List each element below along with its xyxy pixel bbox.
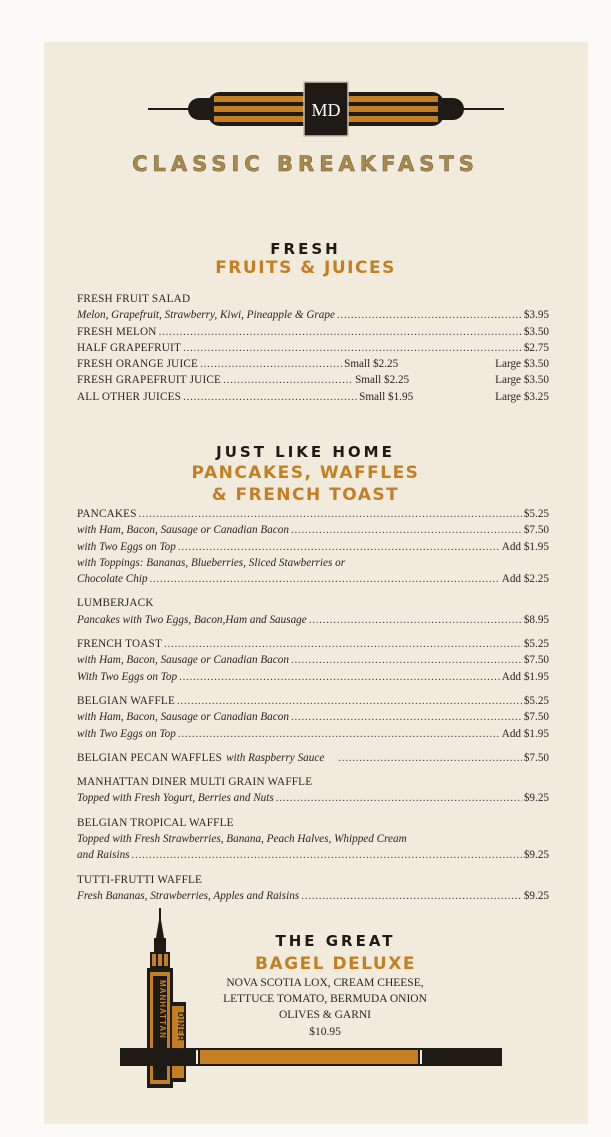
list-item: Fresh Bananas, Strawberries, Apples and Raisins . . . $9.25	[77, 888, 549, 904]
list-item: FRESH FRUIT SALAD	[77, 293, 191, 305]
list-item: LUMBERJACK	[77, 597, 154, 610]
list-item: Chocolate Chip . . . Add $2.25	[77, 571, 549, 587]
list-item: TUTTI-FRUTTI WAFFLE	[77, 873, 203, 886]
pancakes-title-line1: PANCAKES, WAFFLES	[191, 463, 420, 483]
pancakes-title-line2: & FRENCH TOAST	[211, 485, 400, 505]
list-item: Topped with Fresh Yogurt, Berries and Nuts . . . $9.25	[77, 790, 549, 806]
deco-bar	[120, 1046, 502, 1068]
page-title: CLASSIC BREAKFASTS	[132, 152, 479, 176]
list-item: with Two Eggs on Top . . . Add $1.95	[77, 539, 549, 555]
fruits-list	[77, 291, 549, 405]
list-item: BELGIAN TROPICAL WAFFLE	[77, 816, 234, 829]
list-item: FRESH GRAPEFRUIT JUICE . . . Small $2.25 Large $3.50	[77, 372, 549, 388]
list-item: FRESH ORANGE JUICE . . . Small $2.25 Large $3.50	[77, 356, 549, 372]
fruits-title: FRUITS & JUICES	[215, 258, 396, 278]
list-item: FRESH MELON . . . $3.50	[77, 324, 549, 340]
list-item: FRENCH TOAST . . . $5.25	[77, 636, 549, 652]
list-item: with Toppings: Bananas, Blueberries, Sliced Stawberries or	[77, 556, 346, 569]
list-item: MANHATTAN DINER MULTI GRAIN WAFFLE	[77, 776, 313, 789]
list-item: BELGIAN WAFFLE . . . $5.25	[77, 693, 549, 709]
list-item: Pancakes with Two Eggs, Bacon,Ham and Sausage . . . $8.95	[77, 612, 549, 628]
pancakes-kicker: JUST LIKE HOME	[216, 443, 395, 461]
list-item: PANCAKES . . . $5.25	[77, 506, 549, 522]
list-item: with Ham, Bacon, Sausage or Canadian Bacon . . . $7.50	[77, 709, 549, 725]
list-item: Melon, Grapefruit, Strawberry, Kiwi, Pineapple & Grape . . . $3.95	[77, 307, 549, 323]
sign-text-diner: DINER	[176, 1012, 185, 1042]
list-item: HALF GRAPEFRUIT . . . $2.75	[77, 340, 549, 356]
md-logo	[148, 80, 504, 138]
list-item: BELGIAN PECAN WAFFLES with Raspberry Sauce . . . $7.50	[77, 750, 549, 766]
bagel-description: NOVA SCOTIA LOX, CREAM CHEESE, LETTUCE TOMATO, BERMUDA ONION OLIVES & GARNI $10.95	[160, 975, 490, 1040]
list-item: and Raisins . . . $9.25	[77, 847, 549, 863]
list-item: with Ham, Bacon, Sausage or Canadian Bacon . . . $7.50	[77, 652, 549, 668]
bagel-title: BAGEL DELUXE	[255, 954, 416, 974]
list-item: With Two Eggs on Top . . . Add $1.95	[77, 669, 549, 685]
bagel-kicker: THE GREAT	[275, 932, 396, 950]
fruits-kicker: FRESH	[270, 240, 341, 258]
sign-text-manhattan: MANHATTAN	[158, 980, 167, 1039]
list-item: with Two Eggs on Top . . . Add $1.95	[77, 726, 549, 742]
pancakes-list	[77, 506, 549, 904]
logo-text: MD	[311, 100, 341, 120]
list-item: with Ham, Bacon, Sausage or Canadian Bacon . . . $7.50	[77, 522, 549, 538]
bagel-price: $10.95	[309, 1025, 341, 1038]
list-item: Topped with Fresh Strawberries, Banana, Peach Halves, Whipped Cream	[77, 833, 407, 846]
list-item: ALL OTHER JUICES . . . Small $1.95 Large $3.25	[77, 389, 549, 405]
